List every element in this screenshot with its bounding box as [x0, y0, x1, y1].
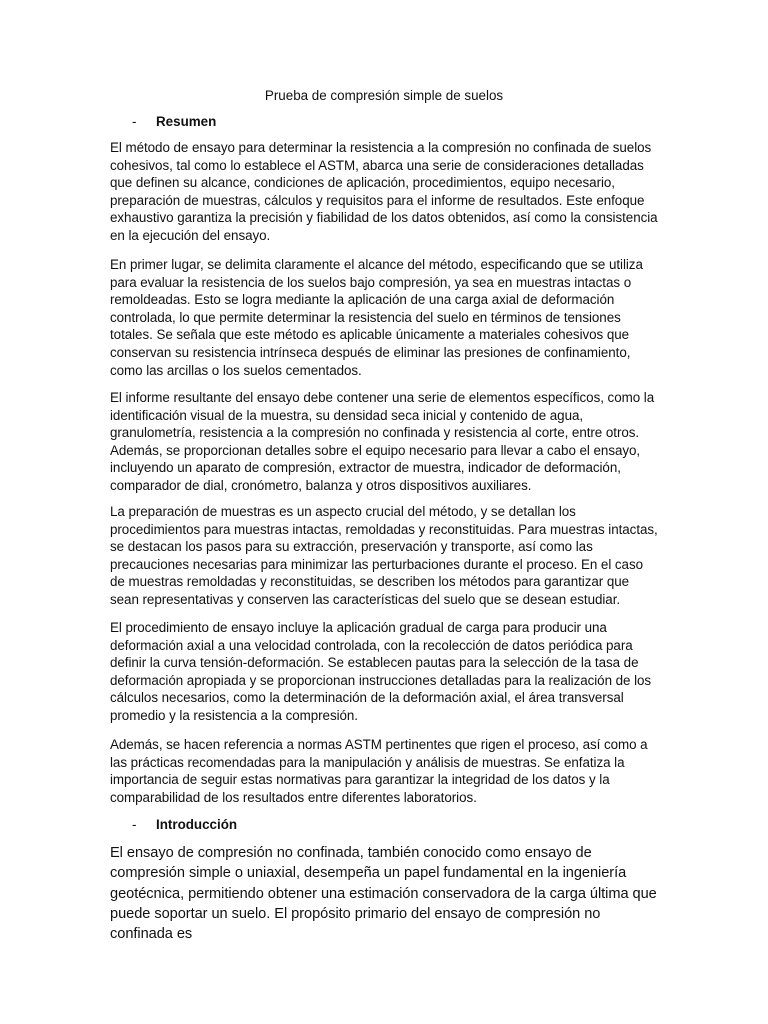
document-title: Prueba de compresión simple de suelos	[264, 88, 504, 103]
paragraph: El ensayo de compresión no confinada, también conocido como ensayo de compresión simple o uniaxial, desempeña un papel fundamental en la ingeniería geotécnica, permitiendo obtener una estimación conservadora de la carga última que puede soportar un suelo. El propósito primario del ensayo de compresión no confinada es	[110, 845, 657, 943]
paragraph: La preparación de muestras es un aspecto crucial del método, y se detallan los procedimientos para muestras intactas, remoldadas y reconstituidas. Para muestras intactas, se destacan los pasos para su extracción, preservación y transporte, así como las precauciones necesarias para minimizar las perturbaciones durante el proceso. En el caso de muestras remoldadas y reconstituidas, se describen los métodos para garantizar que sean representativas y conserven las características del suelo que se desean estudiar.	[110, 504, 658, 607]
paragraph: Además, se hacen referencia a normas ASTM pertinentes que rigen el proceso, así como a las prácticas recomendadas para la manipulación y análisis de muestras. Se enfatiza la importancia de seguir estas normativas para garantizar la integridad de los datos y la comparabilidad de los resultados entre diferentes laboratorios.	[110, 737, 648, 805]
paragraph: El método de ensayo para determinar la resistencia a la compresión no confinada de suelos cohesivos, tal como lo establece el ASTM, abarca una serie de consideraciones detalladas que definen su alcance, condiciones de aplicación, procedimientos, equipo necesario, preparación de muestras, cálculos y requisitos para el informe de resultados. Este enfoque exhaustivo garantiza la precisión y fiabilidad de los datos obtenidos, así como la consistencia en la ejecución del ensayo.	[110, 140, 658, 243]
heading-label: Introducción	[156, 817, 238, 832]
section-heading-resumen	[132, 113, 216, 131]
heading-label: Resumen	[156, 114, 217, 129]
section-heading-introduccion	[132, 816, 237, 834]
paragraph: El informe resultante del ensayo debe contener una serie de elementos específicos, como la identificación visual de la muestra, su densidad seca inicial y contenido de agua, granulometría, resistencia a la compresión no confinada y resistencia al corte, entre otros. Además, se proporcionan detalles sobre el equipo necesario para llevar a cabo el ensayo, incluyendo un aparato de compresión, extractor de muestra, indicador de deformación, comparador de dial, cronómetro, balanza y otros dispositivos auxiliares.	[110, 390, 655, 493]
heading-bullet: -	[132, 817, 137, 832]
paragraph: En primer lugar, se delimita claramente el alcance del método, especificando que se utiliza para evaluar la resistencia de los suelos bajo compresión, ya sea en muestras intactas o remoldeadas. Esto se logra mediante la aplicación de una carga axial de deformación controlada, lo que permite determinar la resistencia del suelo en términos de tensiones totales. Se señala que este método es aplicable únicamente a materiales cohesivos que conservan su resistencia intrínseca después de eliminar las presiones de confinamiento, como las arcillas o los suelos cementados.	[110, 257, 643, 378]
paragraph: El procedimiento de ensayo incluye la aplicación gradual de carga para producir una deformación axial a una velocidad controlada, con la recolección de datos periódica para definir la curva tensión-deformación. Se establecen pautas para la selección de la tasa de deformación apropiada y se proporcionan instrucciones detalladas para la realización de los cálculos necesarios, como la determinación de la deformación axial, el área transversal promedio y la resistencia a la compresión.	[110, 620, 652, 723]
heading-bullet: -	[132, 114, 137, 129]
